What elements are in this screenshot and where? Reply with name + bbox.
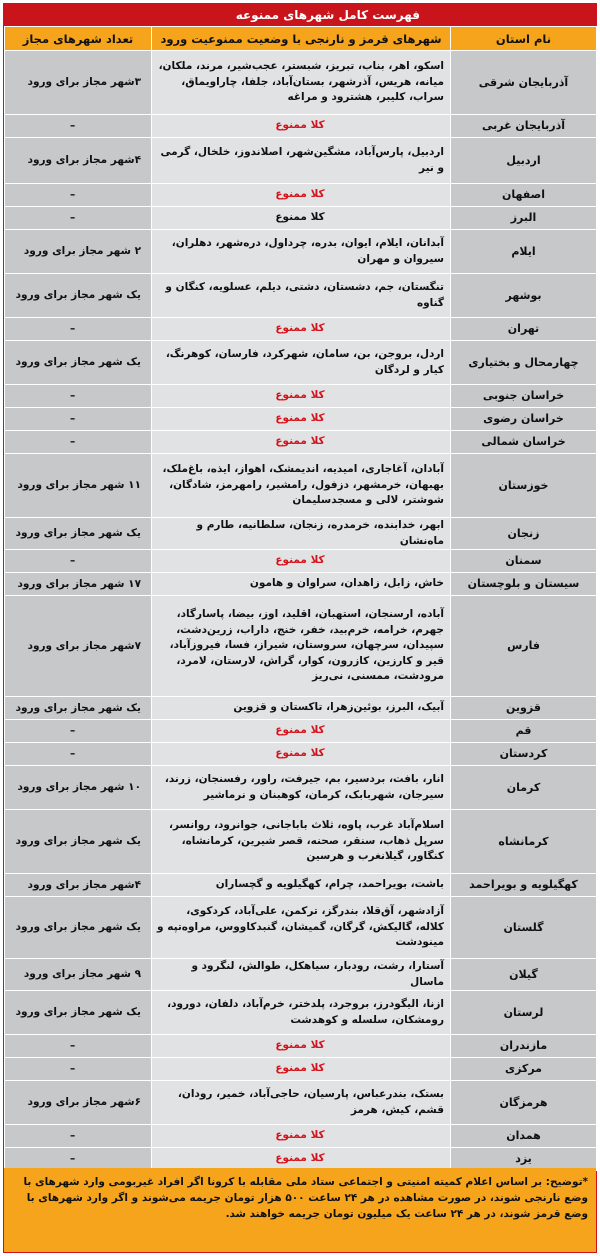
- allowed-cities-count: –: [5, 184, 152, 207]
- province-name: گلستان: [451, 897, 597, 959]
- province-name: مرکزی: [451, 1058, 597, 1081]
- fully-banned-label: کلا ممنوع: [152, 1058, 451, 1081]
- province-name: همدان: [451, 1125, 597, 1148]
- allowed-cities-count: –: [5, 1058, 152, 1081]
- allowed-cities-count: –: [5, 207, 152, 230]
- allowed-cities-count: ۴شهر مجاز برای ورود: [5, 874, 152, 897]
- allowed-cities-count: –: [5, 408, 152, 431]
- banned-cities-list: آباده، ارسنجان، استهبان، اقلید، اوز، بیضا، پاسارگاد، جهرم، خرامه، خرم‌بید، خفر، خنج، داراب، زرین‌دشت، سپیدان، سرچهان، سروستان، شیراز، فسا، فیروزآباد، قیر و کارزین، کازرون، کوار، گراش، لارستان، لامرد، مرودشت، ممسنی، نی‌ریز: [152, 596, 451, 697]
- province-name: لرستان: [451, 991, 597, 1035]
- fully-banned-label: کلا ممنوع: [152, 1035, 451, 1058]
- table-row: [5, 550, 597, 573]
- table-row: [5, 115, 597, 138]
- table-row: [5, 720, 597, 743]
- banned-cities-list: آزادشهر، آق‌قلا، بندرگز، ترکمن، علی‌آباد، کردکوی، کلاله، گالیکش، گرگان، گمیشان، گنبدکاووس، مراوه‌تپه و مینودشت: [152, 897, 451, 959]
- allowed-cities-count: –: [5, 385, 152, 408]
- province-name: اصفهان: [451, 184, 597, 207]
- province-name: مازندران: [451, 1035, 597, 1058]
- table-row: [5, 697, 597, 720]
- table-row: [5, 766, 597, 810]
- fully-banned-label: کلا ممنوع: [152, 385, 451, 408]
- table-row: [5, 318, 597, 341]
- table-row: [5, 431, 597, 454]
- fully-banned-label: کلا ممنوع: [152, 207, 451, 230]
- banned-cities-list: ازنا، الیگودرز، بروجرد، پلدختر، خرم‌آباد، دلفان، دورود، رومشکان، سلسله و کوهدشت: [152, 991, 451, 1035]
- banned-cities-list: آبدانان، ایلام، ایوان، بدره، چرداول، دره‌شهر، دهلران، سیروان و مهران: [152, 230, 451, 274]
- table-row: [5, 596, 597, 697]
- allowed-cities-count: –: [5, 550, 152, 573]
- table-row: [5, 51, 597, 115]
- province-name: آذربایجان شرقی: [451, 51, 597, 115]
- banned-cities-list: اسلام‌آباد غرب، پاوه، ثلاث باباجانی، جوانرود، روانسر، سرپل ذهاب، سنقر، صحنه، قصر شیرین، کرمانشاه، کنگاور، گیلانغرب و هرسین: [152, 810, 451, 874]
- fully-banned-label: کلا ممنوع: [152, 550, 451, 573]
- allowed-cities-count: ۶شهر مجاز برای ورود: [5, 1081, 152, 1125]
- banned-cities-list: خاش، زابل، زاهدان، سراوان و هامون: [152, 573, 451, 596]
- table-row: [5, 743, 597, 766]
- province-name: بوشهر: [451, 274, 597, 318]
- allowed-cities-count: یک شهر مجاز برای ورود: [5, 518, 152, 550]
- fully-banned-label: کلا ممنوع: [152, 1148, 451, 1171]
- banned-cities-list: اردل، بروجن، بن، سامان، شهرکرد، فارسان، کوهرنگ، کیار و لردگان: [152, 341, 451, 385]
- table-row: [5, 341, 597, 385]
- table-row: [5, 138, 597, 184]
- allowed-cities-count: –: [5, 1125, 152, 1148]
- province-name: خراسان رضوی: [451, 408, 597, 431]
- province-name: کرمانشاه: [451, 810, 597, 874]
- table-row: [5, 897, 597, 959]
- province-name: تهران: [451, 318, 597, 341]
- banned-cities-table: [4, 26, 597, 1171]
- province-name: اردبیل: [451, 138, 597, 184]
- allowed-cities-count: –: [5, 115, 152, 138]
- table-row: [5, 874, 597, 897]
- allowed-cities-count: ۲ شهر مجاز برای ورود: [5, 230, 152, 274]
- footnote: *توضیح: بر اساس اعلام کمیته امنیتی و اجتماعی ستاد ملی مقابله با کرونا اگر افراد غیربومی وارد شهرهای با وضع نارنجی شوند، در صورت مشاهده در هر ۲۴ ساعت ۵۰۰ هزار تومان جریمه می‌شوند و اگر وارد شهرهای با وضع قرمز شوند، در هر ۲۴ ساعت یک میلیون تومان جریمه خواهند شد.: [4, 1168, 596, 1252]
- banned-cities-list: باشت، بویراحمد، چرام، کهگیلویه و گچساران: [152, 874, 451, 897]
- table-row: [5, 959, 597, 991]
- province-name: زنجان: [451, 518, 597, 550]
- fully-banned-label: کلا ممنوع: [152, 184, 451, 207]
- allowed-cities-count: ۱۱ شهر مجاز برای ورود: [5, 454, 152, 518]
- allowed-cities-count: یک شهر مجاز برای ورود: [5, 810, 152, 874]
- allowed-cities-count: ۹ شهر مجاز برای ورود: [5, 959, 152, 991]
- province-name: کهگیلویه و بویراحمد: [451, 874, 597, 897]
- province-name: چهارمحال و بختیاری: [451, 341, 597, 385]
- allowed-cities-count: –: [5, 431, 152, 454]
- allowed-cities-count: ۷شهر مجاز برای ورود: [5, 596, 152, 697]
- table-row: [5, 385, 597, 408]
- table-row: [5, 207, 597, 230]
- province-name: هرمزگان: [451, 1081, 597, 1125]
- banned-cities-list: تنگستان، جم، دشستان، دشتی، دیلم، عسلویه، کنگان و گناوه: [152, 274, 451, 318]
- province-name: خراسان شمالی: [451, 431, 597, 454]
- allowed-cities-count: –: [5, 743, 152, 766]
- table-row: [5, 573, 597, 596]
- banned-cities-list: اسکو، اهر، بناب، تبریز، شبستر، عجب‌شیر، مرند، ملکان، میانه، هریس، آذرشهر، بستان‌آباد، جلفا، چاراویماق، سراب، کلیبر، هشترود و مراغه: [152, 51, 451, 115]
- allowed-cities-count: –: [5, 720, 152, 743]
- allowed-cities-count: ۳شهر مجاز برای ورود: [5, 51, 152, 115]
- province-name: قم: [451, 720, 597, 743]
- province-name: گیلان: [451, 959, 597, 991]
- table-row: [5, 1125, 597, 1148]
- table-row: [5, 991, 597, 1035]
- banned-cities-list: آبیک، البرز، بوئین‌زهرا، تاکستان و قزوین: [152, 697, 451, 720]
- banned-cities-list: ابهر، خدابنده، خرمدره، زنجان، سلطانیه، طارم و ماه‌نشان: [152, 518, 451, 550]
- allowed-cities-count: یک شهر مجاز برای ورود: [5, 274, 152, 318]
- banned-cities-list: اردبیل، پارس‌آباد، مشگین‌شهر، اصلاندوز، خلخال، گرمی و نیر: [152, 138, 451, 184]
- table-row: [5, 1035, 597, 1058]
- fully-banned-label: کلا ممنوع: [152, 743, 451, 766]
- province-name: سمنان: [451, 550, 597, 573]
- allowed-cities-count: –: [5, 1035, 152, 1058]
- table-header-row: [5, 27, 597, 51]
- header-count: تعداد شهرهای مجاز: [5, 27, 152, 51]
- table-row: [5, 184, 597, 207]
- fully-banned-label: کلا ممنوع: [152, 408, 451, 431]
- province-name: خراسان جنوبی: [451, 385, 597, 408]
- allowed-cities-count: ۴شهر مجاز برای ورود: [5, 138, 152, 184]
- allowed-cities-count: یک شهر مجاز برای ورود: [5, 341, 152, 385]
- table-row: [5, 274, 597, 318]
- allowed-cities-count: –: [5, 318, 152, 341]
- province-name: خوزستان: [451, 454, 597, 518]
- banned-cities-list: آبادان، آغاجاری، امیدیه، اندیمشک، اهواز، ایذه، باغ‌ملک، بهبهان، خرمشهر، دزفول، رامشیر، رامهرمز، شادگان، شوشتر، لالی و مسجدسلیمان: [152, 454, 451, 518]
- fully-banned-label: کلا ممنوع: [152, 431, 451, 454]
- province-table-panel: [3, 3, 597, 1253]
- banned-cities-list: انار، بافت، بردسیر، بم، جیرفت، راور، رفسنجان، زرند، سیرجان، شهربابک، کرمان، کوهبنان و نرماشیر: [152, 766, 451, 810]
- allowed-cities-count: ۱۷ شهر مجاز برای ورود: [5, 573, 152, 596]
- allowed-cities-count: یک شهر مجاز برای ورود: [5, 697, 152, 720]
- allowed-cities-count: یک شهر مجاز برای ورود: [5, 991, 152, 1035]
- table-row: [5, 230, 597, 274]
- table-row: [5, 408, 597, 431]
- province-name: سیستان و بلوچستان: [451, 573, 597, 596]
- table-row: [5, 1081, 597, 1125]
- province-name: کردستان: [451, 743, 597, 766]
- province-name: کرمان: [451, 766, 597, 810]
- allowed-cities-count: یک شهر مجاز برای ورود: [5, 897, 152, 959]
- header-cities: شهرهای قرمز و نارنجی با وضعیت ممنوعیت ورود: [152, 27, 451, 51]
- province-name: البرز: [451, 207, 597, 230]
- province-name: ایلام: [451, 230, 597, 274]
- table-body: [5, 51, 597, 1171]
- province-name: فارس: [451, 596, 597, 697]
- table-row: [5, 454, 597, 518]
- header-province: نام استان: [451, 27, 597, 51]
- table-row: [5, 1058, 597, 1081]
- province-name: آذربایجان غربی: [451, 115, 597, 138]
- table-row: [5, 518, 597, 550]
- fully-banned-label: کلا ممنوع: [152, 1125, 451, 1148]
- fully-banned-label: کلا ممنوع: [152, 720, 451, 743]
- allowed-cities-count: ۱۰ شهر مجاز برای ورود: [5, 766, 152, 810]
- province-name: قزوین: [451, 697, 597, 720]
- allowed-cities-count: –: [5, 1148, 152, 1171]
- table-row: [5, 810, 597, 874]
- page-title: فهرست کامل شهرهای ممنوعه: [4, 4, 596, 26]
- fully-banned-label: کلا ممنوع: [152, 318, 451, 341]
- banned-cities-list: آستارا، رشت، رودبار، سیاهکل، طوالش، لنگرود و ماسال: [152, 959, 451, 991]
- fully-banned-label: کلا ممنوع: [152, 115, 451, 138]
- province-name: یزد: [451, 1148, 597, 1171]
- banned-cities-list: بستک، بندرعباس، پارسیان، حاجی‌آباد، خمیر، رودان، قشم، کیش، هرمز: [152, 1081, 451, 1125]
